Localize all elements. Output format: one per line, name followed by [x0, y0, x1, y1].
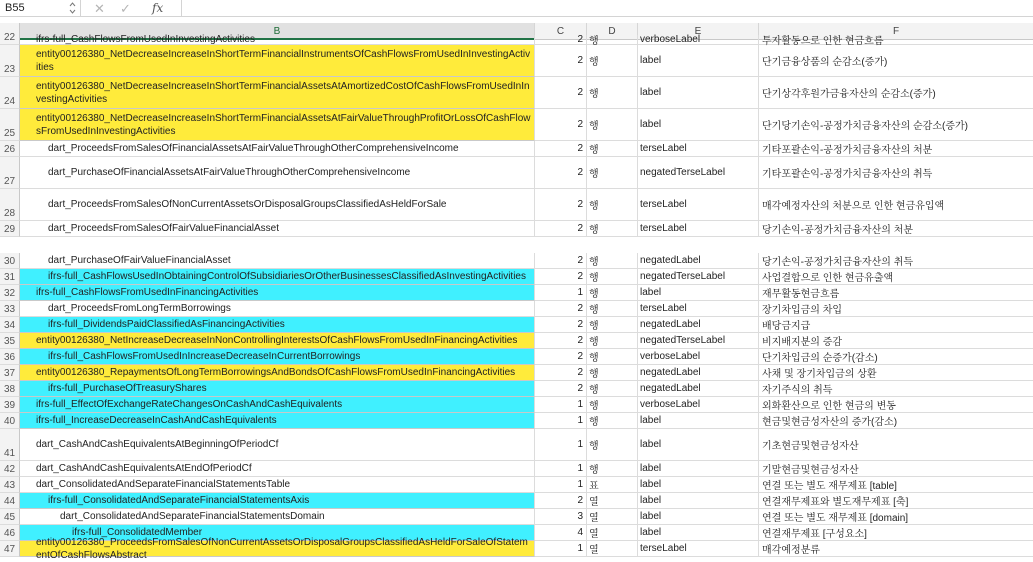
cell-label-role[interactable]: terseLabel: [638, 541, 759, 557]
table-row: [0, 141, 1033, 157]
cell-depth[interactable]: 2: [535, 269, 587, 285]
cell-element-id[interactable]: [20, 397, 535, 413]
column-header-f[interactable]: F: [892, 26, 900, 37]
cell-element-id[interactable]: [20, 45, 535, 77]
cell-element-id-text: dart_PurchaseOfFinancialAssetsAtFairValueThroughOtherComprehensiveIncome: [48, 167, 411, 178]
cell-label-role[interactable]: verboseLabel: [638, 35, 759, 45]
cell-element-id-text: dart_ProceedsFromSalesOfFairValueFinancialAsset: [48, 223, 280, 234]
column-header-d[interactable]: D: [587, 23, 638, 40]
row-header[interactable]: 34: [0, 317, 20, 333]
table-row: [0, 461, 1033, 477]
cell-axis[interactable]: 표: [587, 477, 638, 493]
cell-korean-label[interactable]: 배당금지급: [759, 317, 1033, 333]
cell-depth[interactable]: 1: [535, 477, 587, 493]
row-header[interactable]: 43: [0, 477, 20, 493]
cell-label-role[interactable]: label: [638, 493, 759, 509]
cell-element-id-text: ifrs-full_CashFlowsFromUsedInInvestingActivities: [36, 34, 255, 45]
row-header[interactable]: 24: [0, 77, 20, 109]
formula-input[interactable]: [182, 0, 1033, 17]
cell-element-id-text: ifrs-full_DividendsPaidClassifiedAsFinancingActivities: [48, 319, 285, 330]
cell-label-role[interactable]: label: [638, 509, 759, 525]
cell-label-role[interactable]: label: [638, 77, 759, 109]
cell-axis[interactable]: 행: [587, 429, 638, 461]
cell-element-id-text: dart_ProceedsFromLongTermBorrowings: [48, 303, 231, 314]
table-row: [0, 109, 1033, 141]
cell-korean-label[interactable]: 비지배지분의 증감: [759, 333, 1033, 349]
table-row: [0, 509, 1033, 525]
cell-element-id[interactable]: [20, 429, 535, 461]
cell-label-role[interactable]: label: [638, 461, 759, 477]
row-header[interactable]: 44: [0, 493, 20, 509]
cell-label-role[interactable]: terseLabel: [638, 141, 759, 157]
table-row: [0, 317, 1033, 333]
cell-axis[interactable]: 열: [587, 493, 638, 509]
cell-depth[interactable]: 2: [535, 349, 587, 365]
table-row: [0, 365, 1033, 381]
cell-korean-label[interactable]: 연결 또는 별도 재무제표 [table]: [759, 477, 1033, 493]
cell-element-id[interactable]: [20, 157, 535, 189]
cell-korean-label[interactable]: 기초현금및현금성자산: [759, 429, 1033, 461]
row-header[interactable]: 23: [0, 45, 20, 77]
cell-korean-label[interactable]: 자기주식의 취득: [759, 381, 1033, 397]
cell-element-id[interactable]: [20, 381, 535, 397]
cell-element-id[interactable]: [20, 477, 535, 493]
column-header-b[interactable]: B: [20, 23, 535, 40]
cell-depth[interactable]: 2: [535, 157, 587, 189]
cell-depth[interactable]: 1: [535, 397, 587, 413]
cell-element-id-text: entity00126380_ProceedsFromSalesOfNonCurrentAssetsOrDisposalGroupsClassifiedAsHeldForSaleOfStatementOfCashFlowsAbstract: [36, 536, 528, 561]
cell-element-id-text: ifrs-full_CashFlowsUsedInObtainingControlOfSubsidiariesOrOtherBusinessesClassifiedAsInvestingActivities: [48, 271, 526, 282]
cell-korean-label[interactable]: 연결재무제표 [구성요소]: [759, 525, 1033, 541]
formula-tools: [81, 0, 181, 17]
row-header[interactable]: 40: [0, 413, 20, 429]
cell-element-id[interactable]: [20, 301, 535, 317]
row-header[interactable]: 28: [0, 189, 20, 221]
cell-label-role[interactable]: negatedTerseLabel: [638, 269, 759, 285]
cell-depth[interactable]: 1: [535, 285, 587, 301]
cell-element-id[interactable]: [20, 461, 535, 477]
cell-label-role[interactable]: label: [638, 413, 759, 429]
table-row: [0, 253, 1033, 269]
row-header[interactable]: 25: [0, 109, 20, 141]
cell-element-id-text: ifrs-full_CashFlowsFromUsedInFinancingActivities: [36, 287, 259, 298]
cell-depth[interactable]: 2: [535, 317, 587, 333]
cell-depth[interactable]: 2: [535, 221, 587, 237]
cell-depth[interactable]: 2: [535, 301, 587, 317]
cell-axis[interactable]: 행: [587, 285, 638, 301]
cell-element-id[interactable]: [20, 333, 535, 349]
cell-element-id-text: ifrs-full_ConsolidatedAndSeparateFinancialStatementsAxis: [48, 495, 310, 506]
cell-axis[interactable]: 행: [587, 301, 638, 317]
cell-axis[interactable]: 행: [587, 77, 638, 109]
cell-korean-label[interactable]: 단기상각후원가금융자산의 순감소(증가): [759, 77, 1033, 109]
cell-korean-label[interactable]: 단기차입금의 순증가(감소): [759, 349, 1033, 365]
row-header[interactable]: 38: [0, 381, 20, 397]
cell-axis[interactable]: 행: [587, 381, 638, 397]
table-row: [0, 301, 1033, 317]
column-header-e[interactable]: E: [638, 23, 759, 40]
cell-element-id-text: ifrs-full_IncreaseDecreaseInCashAndCashEquivalents: [36, 415, 277, 426]
cell-korean-label[interactable]: 기타포괄손익-공정가치금융자산의 취득: [759, 157, 1033, 189]
cell-axis[interactable]: 열: [587, 541, 638, 557]
cell-label-role[interactable]: terseLabel: [638, 301, 759, 317]
table-row: [0, 381, 1033, 397]
cell-axis[interactable]: 행: [587, 35, 638, 45]
cell-element-id[interactable]: [20, 35, 535, 45]
cell-label-role[interactable]: label: [638, 477, 759, 493]
table-row: [0, 269, 1033, 285]
cell-korean-label[interactable]: 사채 및 장기차입금의 상환: [759, 365, 1033, 381]
cell-depth[interactable]: 2: [535, 493, 587, 509]
cell-label-role[interactable]: terseLabel: [638, 221, 759, 237]
cell-element-id-text: dart_ProceedsFromSalesOfFinancialAssetsAtFairValueThroughOtherComprehensiveIncome: [48, 143, 459, 154]
cell-axis[interactable]: 행: [587, 157, 638, 189]
table-row: [0, 413, 1033, 429]
cell-element-id-text: dart_CashAndCashEquivalentsAtEndOfPeriodCf: [36, 463, 252, 474]
cell-label-role[interactable]: label: [638, 285, 759, 301]
cell-label-role[interactable]: verboseLabel: [638, 397, 759, 413]
cell-korean-label[interactable]: 투자활동으로 인한 현금흐름: [759, 35, 1033, 45]
cell-korean-label[interactable]: 단기당기손익-공정가치금융자산의 순감소(증가): [759, 109, 1033, 141]
cell-element-id-text: dart_ProceedsFromSalesOfNonCurrentAssetsOrDisposalGroupsClassifiedAsHeldForSale: [48, 199, 447, 210]
cell-element-id[interactable]: [20, 413, 535, 429]
insert-function-icon[interactable]: fx: [152, 1, 164, 15]
row-header[interactable]: 22: [0, 35, 20, 45]
cell-axis[interactable]: 열: [587, 525, 638, 541]
cell-element-id-text: ifrs-full_EffectOfExchangeRateChangesOnCashAndCashEquivalents: [36, 399, 343, 410]
row-header[interactable]: 41: [0, 429, 20, 461]
cell-depth[interactable]: 1: [535, 413, 587, 429]
cell-element-id[interactable]: [20, 285, 535, 301]
row-header[interactable]: 29: [0, 221, 20, 237]
cell-korean-label[interactable]: 당기손익-공정가치금융자산의 취득: [759, 253, 1033, 269]
cell-label-role[interactable]: terseLabel: [638, 189, 759, 221]
cell-element-id-text: entity00126380_NetDecreaseIncreaseInShortTermFinancialAssetsAtFairValueThroughProfitOrLossOfCashFlowsFromUsedInInvestingActivities: [36, 112, 531, 137]
cell-depth[interactable]: 4: [535, 525, 587, 541]
enter-check-icon[interactable]: ✓: [120, 1, 131, 16]
row-header[interactable]: 32: [0, 285, 20, 301]
cell-element-id-text: entity00126380_RepaymentsOfLongTermBorrowingsAndBondsOfCashFlowsFromUsedInFinancingActivities: [36, 367, 516, 378]
table-row: [0, 477, 1033, 493]
cell-depth[interactable]: 1: [535, 461, 587, 477]
cell-element-id-text: ifrs-full_CashFlowsFromUsedInIncreaseDecreaseInCurrentBorrowings: [48, 351, 361, 362]
row-header[interactable]: 47: [0, 541, 20, 557]
cell-korean-label[interactable]: 재무활동현금흐름: [759, 285, 1033, 301]
cell-depth[interactable]: 2: [535, 35, 587, 45]
cell-element-id-text: dart_ConsolidatedAndSeparateFinancialStatementsDomain: [60, 511, 325, 522]
name-box-stepper-icon[interactable]: [69, 1, 76, 15]
cell-element-id[interactable]: [20, 221, 535, 237]
cell-depth[interactable]: 2: [535, 189, 587, 221]
cell-axis[interactable]: 행: [587, 45, 638, 77]
cell-korean-label[interactable]: 기타포괄손익-공정가치금융자산의 처분: [759, 141, 1033, 157]
cell-element-id-text: ifrs-full_ConsolidatedMember: [72, 527, 203, 538]
cell-element-id[interactable]: [20, 141, 535, 157]
row-header[interactable]: 35: [0, 333, 20, 349]
name-box-value: B55: [5, 2, 25, 14]
cell-axis[interactable]: 열: [587, 509, 638, 525]
cell-element-id[interactable]: [20, 493, 535, 509]
row-header[interactable]: 46: [0, 525, 20, 541]
cell-depth[interactable]: 2: [535, 77, 587, 109]
table-row: [0, 397, 1033, 413]
cell-label-role[interactable]: negatedTerseLabel: [638, 157, 759, 189]
formula-bar: [0, 0, 1033, 17]
table-row: [0, 189, 1033, 221]
table-row: [0, 333, 1033, 349]
row-header[interactable]: 31: [0, 269, 20, 285]
row-header[interactable]: 27: [0, 157, 20, 189]
cell-axis[interactable]: 행: [587, 141, 638, 157]
cell-element-id[interactable]: [20, 109, 535, 141]
cell-element-id-text: dart_PurchaseOfFairValueFinancialAsset: [48, 255, 231, 266]
cell-element-id[interactable]: [20, 189, 535, 221]
cell-depth[interactable]: 2: [535, 45, 587, 77]
cell-axis[interactable]: 행: [587, 333, 638, 349]
cell-depth[interactable]: 1: [535, 541, 587, 557]
cell-axis[interactable]: 행: [587, 413, 638, 429]
cell-element-id[interactable]: [20, 349, 535, 365]
cancel-icon[interactable]: ✕: [94, 1, 105, 16]
cell-label-role[interactable]: label: [638, 429, 759, 461]
cell-korean-label[interactable]: 매각예정분류: [759, 541, 1033, 557]
table-row: [0, 429, 1033, 461]
cell-korean-label[interactable]: 매각예정자산의 처분으로 인한 현금유입액: [759, 189, 1033, 221]
cell-element-id-text: entity00126380_NetIncreaseDecreaseInNonControllingInterestsOfCashFlowsFromUsedInFinancingActivities: [36, 335, 518, 346]
cell-label-role[interactable]: negatedLabel: [638, 317, 759, 333]
cell-element-id[interactable]: [20, 269, 535, 285]
cell-axis[interactable]: 행: [587, 397, 638, 413]
cell-korean-label[interactable]: 사업결합으로 인한 현금유출액: [759, 269, 1033, 285]
cell-label-role[interactable]: label: [638, 525, 759, 541]
cell-korean-label[interactable]: 연결재무제표와 별도재무제표 [축]: [759, 493, 1033, 509]
cell-axis[interactable]: 행: [587, 317, 638, 333]
cell-element-id-text: dart_ConsolidatedAndSeparateFinancialStatementsTable: [36, 479, 291, 490]
cell-depth[interactable]: 2: [535, 253, 587, 269]
cell-label-role[interactable]: negatedLabel: [638, 365, 759, 381]
row-header[interactable]: 33: [0, 301, 20, 317]
cell-label-role[interactable]: negatedLabel: [638, 381, 759, 397]
cell-axis[interactable]: 행: [587, 365, 638, 381]
cell-label-role[interactable]: label: [638, 109, 759, 141]
cell-axis[interactable]: 행: [587, 269, 638, 285]
cell-element-id-text: entity00126380_NetDecreaseIncreaseInShortTermFinancialAssetsAtAmortizedCostOfCashFlowsFromUsedInInvestingActivities: [36, 80, 530, 105]
row-header[interactable]: 42: [0, 461, 20, 477]
cell-label-role[interactable]: label: [638, 45, 759, 77]
cell-label-role[interactable]: negatedLabel: [638, 253, 759, 269]
cell-depth[interactable]: 2: [535, 365, 587, 381]
spreadsheet-grid: [0, 32, 1033, 561]
cell-element-id[interactable]: [20, 77, 535, 109]
row-header[interactable]: 26: [0, 141, 20, 157]
cell-korean-label[interactable]: 기말현금및현금성자산: [759, 461, 1033, 477]
cell-label-role[interactable]: verboseLabel: [638, 349, 759, 365]
row-header[interactable]: 36: [0, 349, 20, 365]
table-row: [0, 32, 1033, 47]
table-row: [0, 285, 1033, 301]
cell-axis[interactable]: 행: [587, 349, 638, 365]
cell-label-role[interactable]: negatedTerseLabel: [638, 333, 759, 349]
cell-element-id-text: dart_CashAndCashEquivalentsAtBeginningOfPeriodCf: [36, 439, 279, 450]
table-row: [0, 221, 1033, 237]
name-box[interactable]: [0, 0, 81, 17]
cell-element-id[interactable]: [20, 365, 535, 381]
cell-axis[interactable]: 행: [587, 461, 638, 477]
cell-depth[interactable]: 2: [535, 109, 587, 141]
cell-depth[interactable]: 2: [535, 333, 587, 349]
table-row: [0, 536, 1033, 561]
cell-axis[interactable]: 행: [587, 109, 638, 141]
cell-korean-label[interactable]: 현금및현금성자산의 증가(감소): [759, 413, 1033, 429]
table-row: [0, 45, 1033, 77]
cell-depth[interactable]: 2: [535, 381, 587, 397]
cell-axis[interactable]: 행: [587, 253, 638, 269]
cell-element-id[interactable]: [20, 536, 535, 561]
table-row: [0, 157, 1033, 189]
cell-korean-label[interactable]: 연결 또는 별도 재무제표 [domain]: [759, 509, 1033, 525]
row-header[interactable]: 39: [0, 397, 20, 413]
cell-element-id[interactable]: [20, 253, 535, 269]
cell-korean-label[interactable]: 당기손익-공정가치금융자산의 처분: [759, 221, 1033, 237]
cell-depth[interactable]: 1: [535, 429, 587, 461]
column-header-c[interactable]: C: [535, 23, 587, 40]
row-header[interactable]: 30: [0, 253, 20, 269]
cell-element-id[interactable]: [20, 317, 535, 333]
cell-element-id-text: entity00126380_NetDecreaseIncreaseInShortTermFinancialInstrumentsOfCashFlowsFromUsedInInvestingActivities: [36, 48, 531, 73]
cell-korean-label[interactable]: 외화환산으로 인한 현금의 변동: [759, 397, 1033, 413]
table-row: [0, 349, 1033, 365]
cell-korean-label[interactable]: 장기차입금의 차입: [759, 301, 1033, 317]
cell-korean-label[interactable]: 단기금융상품의 순감소(증가): [759, 45, 1033, 77]
cell-axis[interactable]: 행: [587, 221, 638, 237]
row-header[interactable]: 37: [0, 365, 20, 381]
cell-depth[interactable]: 3: [535, 509, 587, 525]
cell-depth[interactable]: 2: [535, 141, 587, 157]
cell-element-id[interactable]: [20, 509, 535, 525]
cell-element-id-text: ifrs-full_PurchaseOfTreasuryShares: [48, 383, 207, 394]
row-header[interactable]: 45: [0, 509, 20, 525]
table-row: [0, 493, 1033, 509]
table-row: [0, 77, 1033, 109]
cell-axis[interactable]: 행: [587, 189, 638, 221]
